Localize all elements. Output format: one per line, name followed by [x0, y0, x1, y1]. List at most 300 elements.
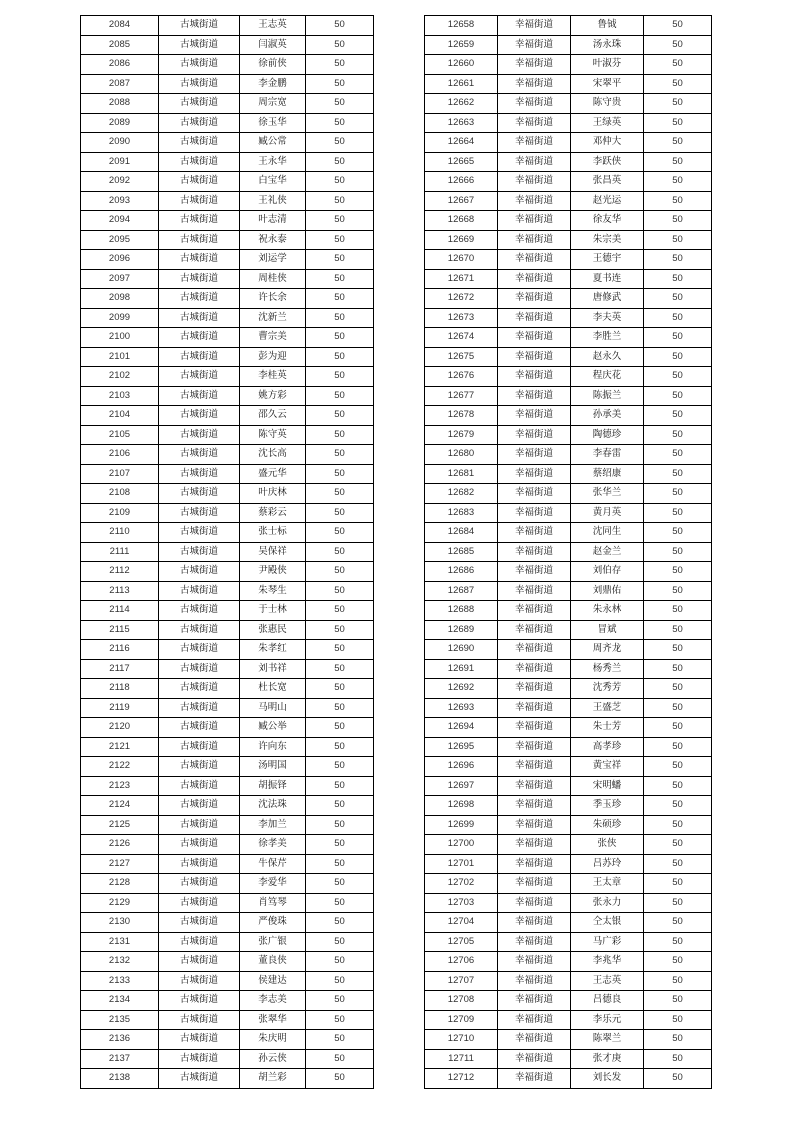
district-cell: 古城街道	[159, 113, 240, 133]
district-cell: 古城街道	[159, 55, 240, 75]
amount-cell: 50	[644, 347, 712, 367]
row-number-cell: 12674	[425, 328, 498, 348]
table-row	[425, 1010, 712, 1030]
row-number-cell: 2129	[81, 893, 159, 913]
amount-cell: 50	[644, 74, 712, 94]
district-cell: 幸福街道	[498, 172, 571, 192]
row-number-cell: 2118	[81, 679, 159, 699]
row-number-cell: 12680	[425, 445, 498, 465]
table-row	[425, 562, 712, 582]
amount-cell: 50	[306, 659, 374, 679]
amount-cell: 50	[644, 191, 712, 211]
district-cell: 幸福街道	[498, 659, 571, 679]
name-cell: 闫淑英	[240, 35, 306, 55]
name-cell: 陈翠兰	[571, 1030, 644, 1050]
amount-cell: 50	[644, 367, 712, 387]
district-cell: 古城街道	[159, 854, 240, 874]
table-row	[425, 835, 712, 855]
name-cell: 叶淑芬	[571, 55, 644, 75]
row-number-cell: 2122	[81, 757, 159, 777]
district-cell: 古城街道	[159, 250, 240, 270]
row-number-cell: 12689	[425, 620, 498, 640]
table-row	[81, 659, 374, 679]
name-cell: 朱庆明	[240, 1030, 306, 1050]
name-cell: 李春雷	[571, 445, 644, 465]
name-cell: 王盛芝	[571, 698, 644, 718]
name-cell: 张才庚	[571, 1049, 644, 1069]
name-cell: 肖笃琴	[240, 893, 306, 913]
name-cell: 沈法珠	[240, 796, 306, 816]
row-number-cell: 12703	[425, 893, 498, 913]
name-cell: 徐孝美	[240, 835, 306, 855]
row-number-cell: 12691	[425, 659, 498, 679]
row-number-cell: 12666	[425, 172, 498, 192]
table-row	[425, 347, 712, 367]
name-cell: 周宗宽	[240, 94, 306, 114]
amount-cell: 50	[644, 503, 712, 523]
amount-cell: 50	[644, 718, 712, 738]
name-cell: 李胜兰	[571, 328, 644, 348]
amount-cell: 50	[306, 542, 374, 562]
district-cell: 幸福街道	[498, 211, 571, 231]
table-row	[425, 757, 712, 777]
table-row	[81, 1030, 374, 1050]
table-row	[81, 835, 374, 855]
amount-cell: 50	[644, 250, 712, 270]
amount-cell: 50	[644, 620, 712, 640]
row-number-cell: 2123	[81, 776, 159, 796]
table-row	[425, 952, 712, 972]
name-cell: 刘长发	[571, 1069, 644, 1089]
row-number-cell: 2107	[81, 464, 159, 484]
district-cell: 幸福街道	[498, 737, 571, 757]
district-cell: 幸福街道	[498, 679, 571, 699]
row-number-cell: 12695	[425, 737, 498, 757]
amount-cell: 50	[306, 874, 374, 894]
name-cell: 李志美	[240, 991, 306, 1011]
name-cell: 张士标	[240, 523, 306, 543]
name-cell: 于士林	[240, 601, 306, 621]
amount-cell: 50	[644, 289, 712, 309]
row-number-cell: 2121	[81, 737, 159, 757]
amount-cell: 50	[306, 971, 374, 991]
table-row	[425, 55, 712, 75]
amount-cell: 50	[644, 113, 712, 133]
table-row	[81, 971, 374, 991]
amount-cell: 50	[306, 269, 374, 289]
district-cell: 古城街道	[159, 289, 240, 309]
district-cell: 幸福街道	[498, 250, 571, 270]
name-cell: 朱琴生	[240, 581, 306, 601]
name-cell: 张侠	[571, 835, 644, 855]
name-cell: 朱硕珍	[571, 815, 644, 835]
district-cell: 古城街道	[159, 406, 240, 426]
name-cell: 沈同生	[571, 523, 644, 543]
table-row	[425, 718, 712, 738]
table-row	[425, 269, 712, 289]
table-row	[425, 191, 712, 211]
table-row	[81, 503, 374, 523]
name-cell: 张翠华	[240, 1010, 306, 1030]
district-cell: 古城街道	[159, 542, 240, 562]
district-cell: 幸福街道	[498, 406, 571, 426]
table-row	[425, 698, 712, 718]
amount-cell: 50	[306, 523, 374, 543]
name-cell: 朱宗美	[571, 230, 644, 250]
row-number-cell: 12664	[425, 133, 498, 153]
table-row	[81, 172, 374, 192]
amount-cell: 50	[306, 737, 374, 757]
amount-cell: 50	[644, 913, 712, 933]
amount-cell: 50	[306, 464, 374, 484]
amount-cell: 50	[306, 913, 374, 933]
name-cell: 胡兰彩	[240, 1069, 306, 1089]
amount-cell: 50	[644, 659, 712, 679]
table-row	[425, 893, 712, 913]
table-row	[425, 1030, 712, 1050]
table-row	[81, 1010, 374, 1030]
row-number-cell: 12686	[425, 562, 498, 582]
amount-cell: 50	[306, 16, 374, 36]
amount-cell: 50	[306, 815, 374, 835]
row-number-cell: 2127	[81, 854, 159, 874]
district-cell: 幸福街道	[498, 893, 571, 913]
table-row	[81, 269, 374, 289]
table-row	[425, 289, 712, 309]
amount-cell: 50	[306, 620, 374, 640]
name-cell: 邓仲大	[571, 133, 644, 153]
amount-cell: 50	[644, 991, 712, 1011]
district-cell: 古城街道	[159, 445, 240, 465]
name-cell: 马广彩	[571, 932, 644, 952]
table-row	[425, 16, 712, 36]
amount-cell: 50	[644, 562, 712, 582]
district-cell: 古城街道	[159, 640, 240, 660]
district-cell: 幸福街道	[498, 484, 571, 504]
district-cell: 古城街道	[159, 347, 240, 367]
amount-cell: 50	[306, 893, 374, 913]
row-number-cell: 2093	[81, 191, 159, 211]
amount-cell: 50	[306, 952, 374, 972]
amount-cell: 50	[644, 172, 712, 192]
row-number-cell: 12671	[425, 269, 498, 289]
row-number-cell: 12683	[425, 503, 498, 523]
district-cell: 古城街道	[159, 74, 240, 94]
name-cell: 冒斌	[571, 620, 644, 640]
amount-cell: 50	[644, 523, 712, 543]
amount-cell: 50	[306, 406, 374, 426]
table-row	[425, 620, 712, 640]
name-cell: 侯建达	[240, 971, 306, 991]
amount-cell: 50	[644, 406, 712, 426]
row-number-cell: 12692	[425, 679, 498, 699]
name-cell: 高孝珍	[571, 737, 644, 757]
amount-cell: 50	[644, 152, 712, 172]
row-number-cell: 12698	[425, 796, 498, 816]
district-cell: 古城街道	[159, 425, 240, 445]
district-cell: 古城街道	[159, 152, 240, 172]
amount-cell: 50	[306, 74, 374, 94]
district-cell: 古城街道	[159, 523, 240, 543]
table-row	[81, 74, 374, 94]
district-cell: 古城街道	[159, 230, 240, 250]
amount-cell: 50	[306, 776, 374, 796]
table-row	[425, 640, 712, 660]
table-row	[81, 55, 374, 75]
table-row	[81, 952, 374, 972]
amount-cell: 50	[644, 542, 712, 562]
district-cell: 幸福街道	[498, 386, 571, 406]
table-row	[81, 328, 374, 348]
name-cell: 季玉珍	[571, 796, 644, 816]
district-cell: 古城街道	[159, 16, 240, 36]
amount-cell: 50	[306, 601, 374, 621]
name-cell: 张昌英	[571, 172, 644, 192]
table-row	[81, 815, 374, 835]
name-cell: 王志英	[240, 16, 306, 36]
row-number-cell: 2114	[81, 601, 159, 621]
district-cell: 幸福街道	[498, 815, 571, 835]
amount-cell: 50	[644, 757, 712, 777]
district-cell: 古城街道	[159, 874, 240, 894]
name-cell: 黄宝祥	[571, 757, 644, 777]
amount-cell: 50	[644, 932, 712, 952]
district-cell: 幸福街道	[498, 289, 571, 309]
district-cell: 古城街道	[159, 601, 240, 621]
district-cell: 幸福街道	[498, 35, 571, 55]
name-cell: 周桂侠	[240, 269, 306, 289]
district-cell: 古城街道	[159, 172, 240, 192]
district-cell: 幸福街道	[498, 1010, 571, 1030]
table-row	[81, 796, 374, 816]
name-cell: 王永华	[240, 152, 306, 172]
district-cell: 古城街道	[159, 1030, 240, 1050]
amount-cell: 50	[306, 854, 374, 874]
row-number-cell: 12699	[425, 815, 498, 835]
table-row	[425, 35, 712, 55]
row-number-cell: 2137	[81, 1049, 159, 1069]
amount-cell: 50	[644, 893, 712, 913]
amount-cell: 50	[306, 386, 374, 406]
row-number-cell: 2092	[81, 172, 159, 192]
amount-cell: 50	[644, 445, 712, 465]
name-cell: 唐修武	[571, 289, 644, 309]
table-row	[425, 601, 712, 621]
row-number-cell: 12697	[425, 776, 498, 796]
name-cell: 叶庆林	[240, 484, 306, 504]
name-cell: 许长余	[240, 289, 306, 309]
name-cell: 白宝华	[240, 172, 306, 192]
amount-cell: 50	[306, 94, 374, 114]
amount-cell: 50	[644, 1069, 712, 1089]
table-row	[81, 620, 374, 640]
row-number-cell: 12677	[425, 386, 498, 406]
row-number-cell: 2134	[81, 991, 159, 1011]
name-cell: 朱孝红	[240, 640, 306, 660]
table-row	[425, 133, 712, 153]
row-number-cell: 12662	[425, 94, 498, 114]
district-cell: 幸福街道	[498, 913, 571, 933]
district-cell: 幸福街道	[498, 620, 571, 640]
amount-cell: 50	[306, 718, 374, 738]
district-cell: 古城街道	[159, 562, 240, 582]
district-cell: 古城街道	[159, 1010, 240, 1030]
name-cell: 孙云侠	[240, 1049, 306, 1069]
row-number-cell: 2100	[81, 328, 159, 348]
district-cell: 古城街道	[159, 835, 240, 855]
name-cell: 张永力	[571, 893, 644, 913]
amount-cell: 50	[644, 484, 712, 504]
name-cell: 曹宗美	[240, 328, 306, 348]
district-cell: 古城街道	[159, 328, 240, 348]
row-number-cell: 2109	[81, 503, 159, 523]
name-cell: 王绿英	[571, 113, 644, 133]
name-cell: 臧公举	[240, 718, 306, 738]
row-number-cell: 12700	[425, 835, 498, 855]
name-cell: 李金鹏	[240, 74, 306, 94]
district-cell: 幸福街道	[498, 94, 571, 114]
table-row	[425, 1069, 712, 1089]
district-cell: 古城街道	[159, 815, 240, 835]
row-number-cell: 12681	[425, 464, 498, 484]
amount-cell: 50	[306, 1030, 374, 1050]
district-cell: 古城街道	[159, 796, 240, 816]
name-cell: 许向东	[240, 737, 306, 757]
name-cell: 王太章	[571, 874, 644, 894]
name-cell: 马明山	[240, 698, 306, 718]
row-number-cell: 2130	[81, 913, 159, 933]
name-cell: 黄月英	[571, 503, 644, 523]
district-cell: 古城街道	[159, 737, 240, 757]
right-table-body	[425, 16, 712, 1089]
row-number-cell: 12661	[425, 74, 498, 94]
district-cell: 幸福街道	[498, 55, 571, 75]
row-number-cell: 2125	[81, 815, 159, 835]
table-row	[81, 484, 374, 504]
district-cell: 幸福街道	[498, 971, 571, 991]
table-row	[425, 74, 712, 94]
row-number-cell: 12665	[425, 152, 498, 172]
table-row	[81, 35, 374, 55]
row-number-cell: 2094	[81, 211, 159, 231]
amount-cell: 50	[644, 425, 712, 445]
amount-cell: 50	[644, 35, 712, 55]
name-cell: 蔡绍康	[571, 464, 644, 484]
name-cell: 朱永林	[571, 601, 644, 621]
row-number-cell: 12706	[425, 952, 498, 972]
district-cell: 古城街道	[159, 35, 240, 55]
row-number-cell: 2119	[81, 698, 159, 718]
table-row	[81, 640, 374, 660]
amount-cell: 50	[306, 503, 374, 523]
name-cell: 赵金兰	[571, 542, 644, 562]
amount-cell: 50	[644, 776, 712, 796]
row-number-cell: 2090	[81, 133, 159, 153]
name-cell: 宋明蟠	[571, 776, 644, 796]
amount-cell: 50	[306, 991, 374, 1011]
row-number-cell: 12709	[425, 1010, 498, 1030]
district-cell: 幸福街道	[498, 991, 571, 1011]
row-number-cell: 12701	[425, 854, 498, 874]
amount-cell: 50	[644, 640, 712, 660]
amount-cell: 50	[306, 113, 374, 133]
row-number-cell: 12696	[425, 757, 498, 777]
row-number-cell: 12705	[425, 932, 498, 952]
amount-cell: 50	[306, 328, 374, 348]
row-number-cell: 12704	[425, 913, 498, 933]
table-row	[81, 1049, 374, 1069]
table-row	[81, 367, 374, 387]
name-cell: 李乐元	[571, 1010, 644, 1030]
row-number-cell: 2133	[81, 971, 159, 991]
amount-cell: 50	[644, 211, 712, 231]
amount-cell: 50	[306, 308, 374, 328]
name-cell: 彭为迎	[240, 347, 306, 367]
table-row	[81, 542, 374, 562]
row-number-cell: 2095	[81, 230, 159, 250]
amount-cell: 50	[644, 796, 712, 816]
name-cell: 徐玉华	[240, 113, 306, 133]
amount-cell: 50	[306, 796, 374, 816]
row-number-cell: 2120	[81, 718, 159, 738]
row-number-cell: 2110	[81, 523, 159, 543]
row-number-cell: 12688	[425, 601, 498, 621]
row-number-cell: 12708	[425, 991, 498, 1011]
name-cell: 陈守贵	[571, 94, 644, 114]
amount-cell: 50	[644, 679, 712, 699]
table-row	[81, 1069, 374, 1089]
name-cell: 李跃侠	[571, 152, 644, 172]
table-row	[425, 250, 712, 270]
district-cell: 幸福街道	[498, 1069, 571, 1089]
district-cell: 幸福街道	[498, 367, 571, 387]
name-cell: 尹殿侠	[240, 562, 306, 582]
table-row	[425, 230, 712, 250]
name-cell: 杜长宽	[240, 679, 306, 699]
table-row	[81, 308, 374, 328]
name-cell: 祝永泰	[240, 230, 306, 250]
amount-cell: 50	[644, 581, 712, 601]
amount-cell: 50	[306, 562, 374, 582]
district-cell: 幸福街道	[498, 581, 571, 601]
row-number-cell: 2084	[81, 16, 159, 36]
table-row	[425, 971, 712, 991]
district-cell: 幸福街道	[498, 74, 571, 94]
table-row	[81, 601, 374, 621]
row-number-cell: 12702	[425, 874, 498, 894]
district-cell: 幸福街道	[498, 952, 571, 972]
row-number-cell: 12684	[425, 523, 498, 543]
table-row	[425, 406, 712, 426]
district-cell: 幸福街道	[498, 425, 571, 445]
row-number-cell: 12675	[425, 347, 498, 367]
row-number-cell: 12711	[425, 1049, 498, 1069]
name-cell: 徐友华	[571, 211, 644, 231]
table-row	[81, 230, 374, 250]
row-number-cell: 2131	[81, 932, 159, 952]
table-row	[425, 815, 712, 835]
table-row	[425, 425, 712, 445]
amount-cell: 50	[306, 1069, 374, 1089]
row-number-cell: 2128	[81, 874, 159, 894]
row-number-cell: 12693	[425, 698, 498, 718]
row-number-cell: 2101	[81, 347, 159, 367]
amount-cell: 50	[306, 835, 374, 855]
district-cell: 古城街道	[159, 913, 240, 933]
name-cell: 汤明国	[240, 757, 306, 777]
table-row	[81, 464, 374, 484]
amount-cell: 50	[644, 737, 712, 757]
